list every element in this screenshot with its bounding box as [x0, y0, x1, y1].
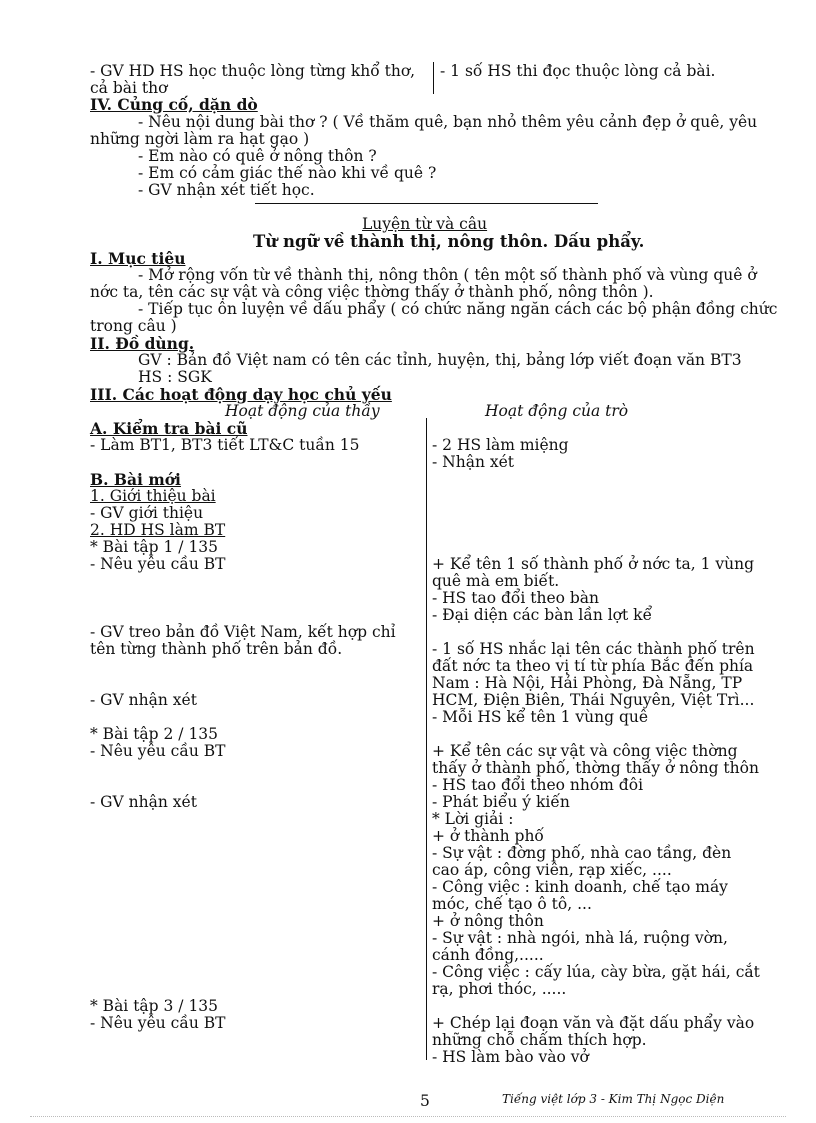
- right-item: cánh đồng,.....: [432, 946, 544, 964]
- right-item: - HS tao đổi theo nhóm đôi: [432, 776, 644, 794]
- right-item: Nam : Hà Nội, Hải Phòng, Đà Nẵng, TP: [432, 674, 743, 692]
- left-item: * Bài tập 1 / 135: [90, 538, 219, 556]
- left-item: tên từng thành phố trên bản đồ.: [90, 640, 343, 658]
- activity-column-divider: [426, 418, 427, 1060]
- column-header-teacher: Hoạt động của thầy: [225, 402, 380, 420]
- right-item: - Phát biểu ý kiến: [432, 793, 570, 811]
- right-item: cao áp, công viên, rạp xiếc, ....: [432, 861, 672, 879]
- left-item: * Bài tập 3 / 135: [90, 997, 219, 1015]
- right-item: - HS tao đổi theo bàn: [432, 589, 600, 607]
- right-item: - Sự vật : đờng phố, nhà cao tầng, đèn: [432, 844, 732, 862]
- left-item: - GV nhận xét: [90, 691, 197, 709]
- section-4-line-2: những ngời làm ra hạt gạo ): [90, 130, 310, 148]
- section-1-line-3: - Tiếp tục ôn luyện về dấu phẩy ( có chức năng ngăn cách các bộ phận đồng chức: [138, 300, 778, 318]
- right-item: - Công việc : cấy lúa, cày bừa, gặt hái, cắt: [432, 963, 760, 981]
- right-item: - 1 số HS nhắc lại tên các thành phố trên: [432, 640, 755, 658]
- lesson-title: Từ ngữ về thành thị, nông thôn. Dấu phẩy.: [253, 232, 645, 251]
- section-4-line-1: - Nêu nội dung bài thơ ? ( Về thăm quê, bạn nhỏ thêm yêu cảnh đẹp ở quê, yêu: [138, 113, 758, 131]
- section-1-line-1: - Mở rộng vốn từ về thành thị, nông thôn ( tên một số thành phố và vùng quê ở: [138, 266, 757, 284]
- lesson-subject: Luyện từ và câu: [362, 215, 488, 233]
- section-2-line-1: GV : Bản đồ Việt nam có tên các tỉnh, huyện, thị, bảng lớp viết đoạn văn BT3: [138, 351, 742, 369]
- right-item: đất nớc ta theo vị tí từ phía Bắc đến phía: [432, 657, 754, 675]
- footer-dotted-rule: [30, 1116, 786, 1117]
- right-item: quê mà em biết.: [432, 572, 560, 590]
- left-item: - Nêu yêu cầu BT: [90, 742, 226, 760]
- section-4-heading: IV. Củng cố, dặn dò: [90, 95, 258, 114]
- right-item: rạ, phơi thóc, .....: [432, 980, 567, 998]
- section-2-line-2: HS : SGK: [138, 368, 212, 386]
- right-item: + Chép lại đoạn văn và đặt dấu phẩy vào: [432, 1014, 755, 1032]
- right-item: * Lời giải :: [432, 810, 514, 828]
- right-item: móc, chế tạo ô tô, ...: [432, 895, 592, 913]
- right-item: + Kể tên các sự vật và công việc thờng: [432, 742, 738, 760]
- left-item: - Làm BT1, BT3 tiết LT&C tuần 15: [90, 436, 360, 454]
- section-4-line-3: - Em nào có quê ở nông thôn ?: [138, 147, 377, 165]
- left-item: - GV nhận xét: [90, 793, 197, 811]
- right-item: - Nhận xét: [432, 453, 515, 471]
- separator-rule: [255, 203, 598, 204]
- right-item: + ở thành phố: [432, 827, 544, 845]
- section-2-heading: II. Đồ dùng.: [90, 334, 195, 353]
- section-1-line-2: nớc ta, tên các sự vật và công việc thờng thấy ở thành phố, nông thôn ).: [90, 283, 654, 301]
- left-item-heading-b: B. Bài mới: [90, 470, 181, 489]
- right-item: - HS làm bào vào vở: [432, 1048, 589, 1066]
- right-item: + ở nông thôn: [432, 912, 544, 930]
- column-header-student: Hoạt động của trò: [485, 402, 629, 420]
- section-1-heading: I. Mục tiêu: [90, 249, 186, 268]
- right-item: + Kể tên 1 số thành phố ở nớc ta, 1 vùng: [432, 555, 755, 573]
- left-item: 1. Giới thiệu bài: [90, 487, 216, 505]
- section-1-line-4: trong câu ): [90, 317, 177, 335]
- top-left-line-2: cả bài thơ: [90, 79, 168, 97]
- right-item: thấy ở thành phố, thờng thấy ở nông thôn: [432, 759, 759, 777]
- left-item: * Bài tập 2 / 135: [90, 725, 219, 743]
- left-item: - GV treo bản đồ Việt Nam, kết hợp chỉ: [90, 623, 396, 641]
- left-item: - Nêu yêu cầu BT: [90, 555, 226, 573]
- right-item: - Sự vật : nhà ngói, nhà lá, ruộng vờn,: [432, 929, 728, 947]
- footer-note: Tiếng việt lớp 3 - Kim Thị Ngọc Diện: [502, 1092, 725, 1106]
- right-item: - 2 HS làm miệng: [432, 436, 569, 454]
- left-item: - GV giới thiệu: [90, 504, 204, 522]
- left-item: - Nêu yêu cầu BT: [90, 1014, 226, 1032]
- top-column-divider: [433, 62, 434, 94]
- right-item: - Công việc : kinh doanh, chế tạo máy: [432, 878, 728, 896]
- left-item: 2. HD HS làm BT: [90, 521, 226, 539]
- top-right-line-1: - 1 số HS thi đọc thuộc lòng cả bài.: [440, 62, 716, 80]
- right-item: những chỗ chấm thích hợp.: [432, 1031, 647, 1049]
- section-4-line-5: - GV nhận xét tiết học.: [138, 181, 315, 199]
- section-3-heading: III. Các hoạt động dạy học chủ yếu: [90, 385, 392, 404]
- top-left-line-1: - GV HD HS học thuộc lòng từng khổ thơ,: [90, 62, 416, 80]
- left-item-heading-a: A. Kiểm tra bài cũ: [90, 419, 248, 438]
- right-item: HCM, Điện Biên, Thái Nguyên, Việt Trì...: [432, 691, 755, 709]
- page-number: 5: [420, 1092, 430, 1110]
- section-4-line-4: - Em có cảm giác thế nào khi về quê ?: [138, 164, 437, 182]
- right-item: - Đại diện các bàn lần lợt kể: [432, 606, 653, 624]
- right-item: - Mỗi HS kể tên 1 vùng quê: [432, 708, 649, 726]
